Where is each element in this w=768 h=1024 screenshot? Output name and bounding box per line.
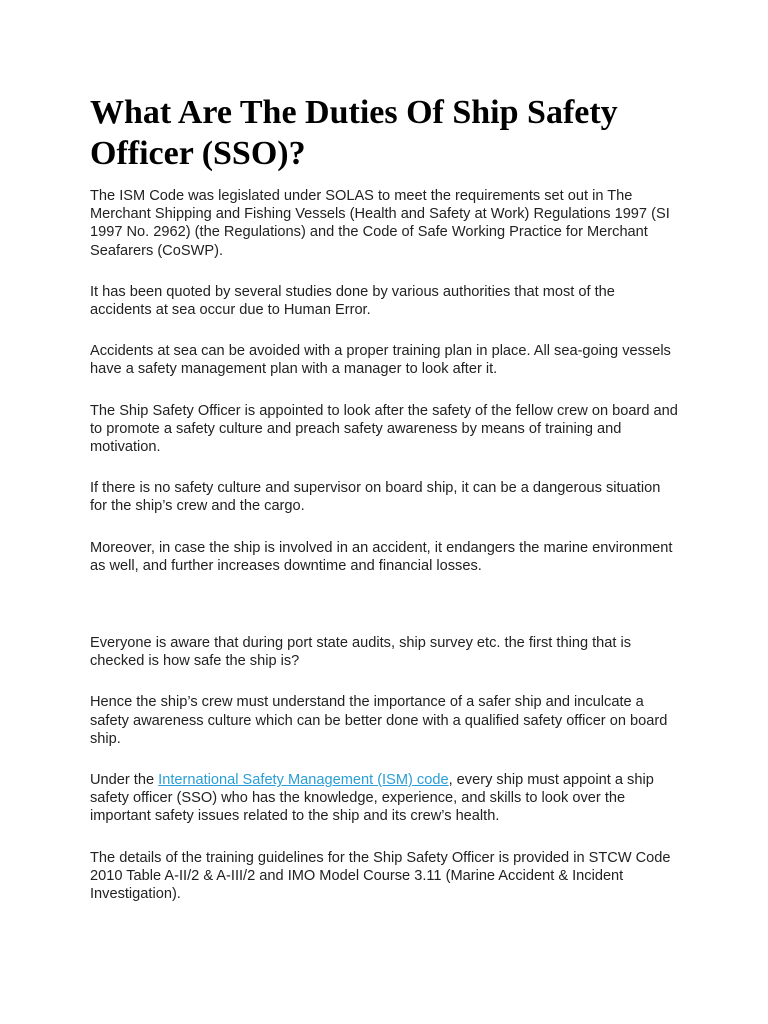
paragraph-ism-code-intro: The ISM Code was legislated under SOLAS to meet the requirements set out in The Merchant Shipping and Fishing Vessels (Health and Safety at Work) Regulations 1997 (SI 1997 No. 2962) (the Regulations) and the Code of Safe Working Practice for Merchant Seafarers (CoSWP). (90, 188, 670, 259)
paragraph-ism-requirement (90, 771, 680, 826)
ism-text-after: , every ship must appoint a ship safety officer (SSO) who has the knowledge, experience, and skills to look over the important safety issues related to the ship and its crew’s health. (90, 772, 654, 825)
paragraph-port-state-audits: Everyone is aware that during port state audits, ship survey etc. the first thing that is checked is how safe the ship is? (90, 635, 632, 670)
paragraph-no-safety-culture: If there is no safety culture and supervisor on board ship, it can be a dangerous situation for the ship’s crew and the cargo. (90, 480, 661, 515)
ism-text-before: Under the (90, 772, 159, 789)
paragraph-training-plan: Accidents at sea can be avoided with a proper training plan in place. All sea-going vessels have a safety management plan with a manager to look after it. (90, 343, 671, 378)
paragraph-training-guidelines: The details of the training guidelines for the Ship Safety Officer is provided in STCW Code 2010 Table A-II/2 & A-III/2 and IMO Model Course 3.11 (Marine Accident & Incident Investigation). (90, 849, 671, 903)
document-page (90, 92, 680, 926)
paragraph-marine-environment: Moreover, in case the ship is involved in an accident, it endangers the marine environment as well, and further increases downtime and financial losses. (90, 539, 673, 574)
paragraph-human-error: It has been quoted by several studies done by various authorities that most of the accidents at sea occur due to Human Error. (90, 283, 615, 319)
paragraph-sso-appointed: The Ship Safety Officer is appointed to look after the safety of the fellow crew on board and to promote a safety culture and preach safety awareness by means of training and motivation. (90, 402, 678, 456)
ism-code-link[interactable]: International Safety Management (ISM) code (158, 772, 449, 789)
paragraph-crew-understanding: Hence the ship’s crew must understand the importance of a safer ship and inculcate a safety awareness culture which can be better done with a qualified safety officer on board ship. (90, 694, 668, 747)
page-title: What Are The Duties Of Ship Safety Officer (SSO)? (90, 94, 618, 172)
